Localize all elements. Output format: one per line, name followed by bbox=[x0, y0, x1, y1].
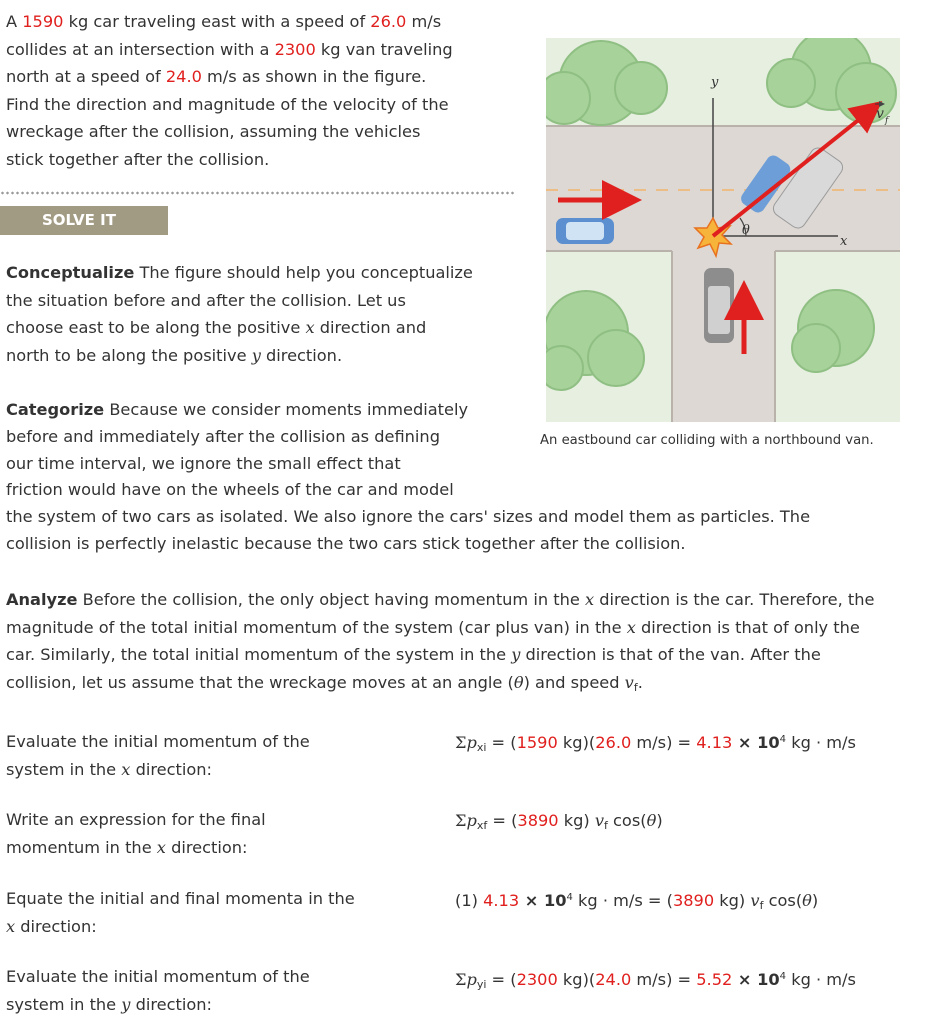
analyze-section: Analyze Before the collision, the only object having momentum in the x direction is the car. Therefore, the magnitude of the total initial momentum of the system (car plus van) in the x direction is that of only the car. Similarly, the total initial momentum of the system in the y direction is that of the van. After the collision, let us assume that the wreckage moves at an angle (θ) and speed $v_f$. bbox=[6, 590, 875, 694]
theta-label: θ bbox=[742, 223, 750, 238]
van-before-collision bbox=[704, 268, 734, 343]
analyze-heading: Analyze bbox=[6, 590, 78, 609]
categorize-section: Categorize Because we consider moments immediately before and immediately after the collision as defining our time interval, we ignore the small effect that friction would have on the wheels of the car and model the system of two cars as isolated. We also ignore the cars' sizes and model them as particles. The collision is perfectly inelastic because the two cars stick together after the collision. bbox=[6, 400, 811, 553]
problem-line-4: Find the direction and magnitude of the velocity of the bbox=[6, 94, 449, 114]
problem-line-5: wreckage after the collision, assuming the vehicles bbox=[6, 122, 421, 141]
van-speed-value: 24.0 bbox=[165, 67, 202, 86]
equation-px-final: $\Sigma p_{xf} = (3890$ kg) $v_f$ cos(θ) bbox=[455, 811, 663, 832]
figure-caption: An eastbound car colliding with a northbound van. bbox=[540, 433, 874, 448]
y-axis-label: y bbox=[711, 75, 719, 90]
step-4-label: Evaluate the initial momentum of the system in the y direction: bbox=[6, 967, 310, 1014]
categorize-heading: Categorize bbox=[6, 400, 105, 419]
car-mass-value: 1590 bbox=[22, 12, 64, 31]
car-before-collision bbox=[556, 218, 614, 244]
step-2-label: Write an expression for the final momentum in the x direction: bbox=[6, 810, 266, 857]
vf-subscript: f bbox=[885, 116, 889, 126]
collision-figure bbox=[546, 38, 900, 422]
equation-py-initial: $\Sigma p_{yi} = (2300$ kg)(24.0 $m/s) = 5.52 \times 10^4$ kg · m/s bbox=[455, 970, 856, 991]
dotted-divider bbox=[0, 191, 514, 195]
problem-statement bbox=[6, 8, 453, 173]
x-axis-label: x bbox=[840, 234, 848, 249]
conceptualize-heading: Conceptualize bbox=[6, 263, 135, 282]
equation-px-initial: $\Sigma p_{xi} = (1590$ kg)(26.0 $m/s) = 4.13 \times 10^4$ kg · m/s bbox=[455, 733, 856, 754]
problem-line-6: stick together after the collision. bbox=[6, 149, 270, 169]
problem-line-3: north at a speed of 24.0 m/s as shown in the figure. bbox=[6, 67, 427, 86]
step-3-label: Equate the initial and final momenta in the x direction: bbox=[6, 889, 355, 936]
car-speed-value: 26.0 bbox=[370, 12, 407, 31]
van-mass-value: 2300 bbox=[274, 39, 316, 59]
intersection-illustration bbox=[546, 38, 900, 422]
equation-1-momentum-x: (1) $4.13 \times 10^4$ kg · m/s = (3890 kg) $v_f$ cos(θ) bbox=[455, 891, 819, 912]
vf-label: v bbox=[876, 106, 884, 122]
problem-line-1: A 1590 kg car traveling east with a speed of 26.0 m/s bbox=[6, 12, 442, 31]
solve-it-banner: SOLVE IT bbox=[0, 206, 168, 235]
conceptualize-section: Conceptualize The figure should help you conceptualize the situation before and after the collision. Let us choose east to be along the positive x direction and north to be along the positive y direction. bbox=[6, 263, 473, 365]
problem-line-2: collides at an intersection with a 2300 kg van traveling bbox=[6, 39, 453, 59]
step-1-label: Evaluate the initial momentum of the system in the x direction: bbox=[6, 732, 310, 779]
